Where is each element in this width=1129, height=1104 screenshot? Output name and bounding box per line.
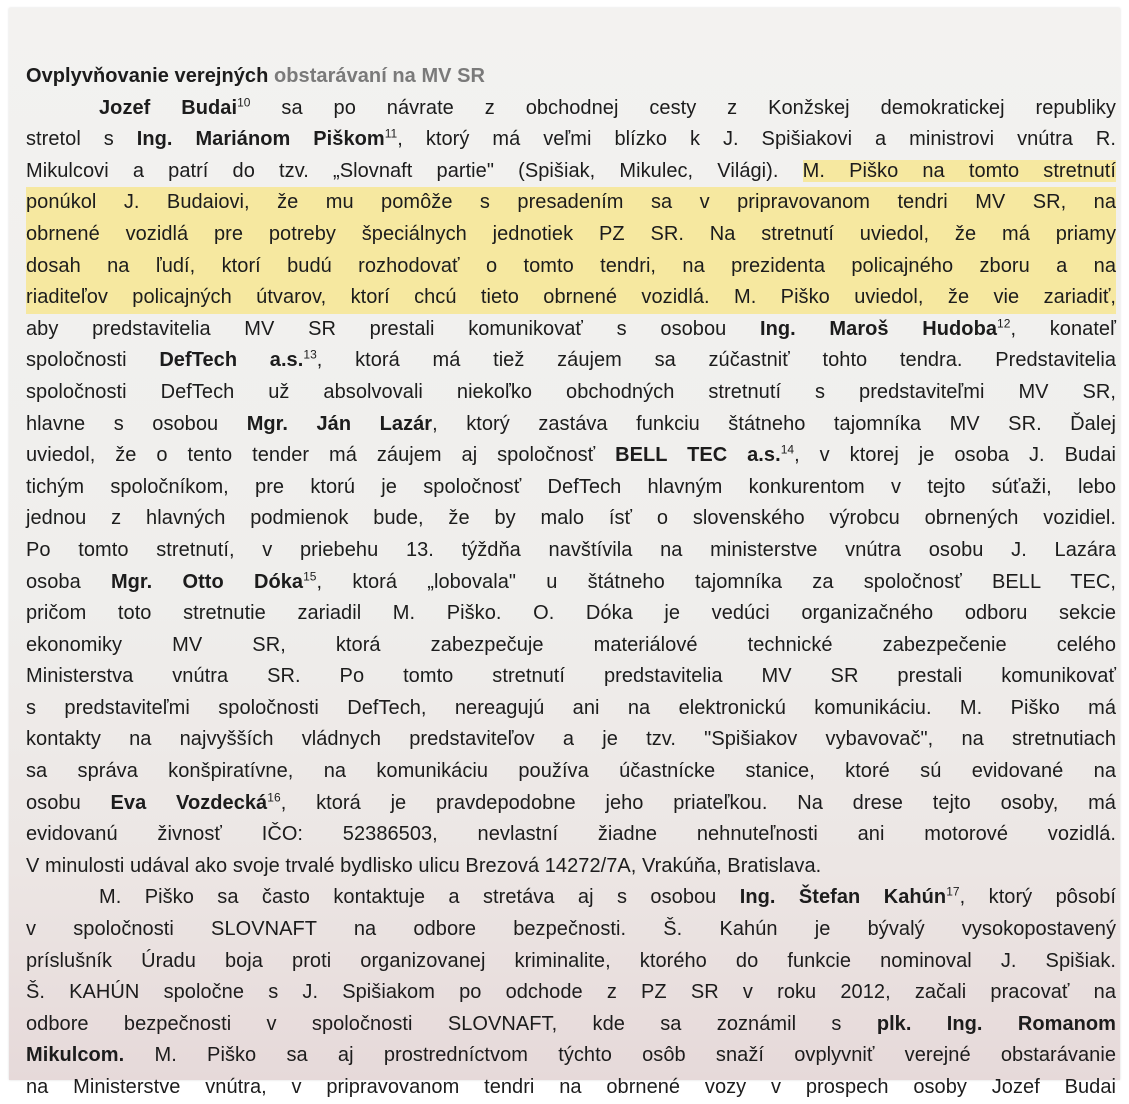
highlighted-text: ponúkol J. Budaiovi, že mu pomôže s presadením sa v pripravovanom tendri MV SR, na [26, 187, 1116, 219]
text-line: príslušník Úradu boja proti organizovanej kriminalite, ktorého do funkcie nominoval J. Spišiak. [26, 949, 1116, 972]
footnote-ref: 12 [997, 316, 1011, 331]
footnote-ref: 11 [384, 126, 398, 141]
highlighted-text: M. Piško na tomto stretnutí [802, 159, 1116, 182]
text-line: osobu Eva Vozdecká$^{16}$, ktorá je pravdepodobne jeho priateľkou. Na drese tejto osoby, má [26, 790, 1116, 814]
text-line: kontakty na najvyšších vládnych predstaviteľov a je tzv. "Spišiakov vybavovač", na stretnutiach [26, 728, 1116, 751]
text-line: Jozef Budai$^{10}$ sa po návrate z obchodnej cesty z Konžskej demokratickej republiky [99, 94, 1116, 119]
document-body [26, 61, 1116, 1104]
person-name: Mgr. Ján Lazár [246, 412, 433, 435]
person-name: Ing. Štefan Kahún [739, 886, 947, 909]
text-line: aby predstavitelia MV SR prestali komunikovať s osobou Ing. Maroš Hudoba$^{12}$, konateľ [26, 316, 1116, 340]
text-line: jednou z hlavných podmienok bude, že by malo ísť o slovenského výrobcu obrnených vozidiel. [26, 507, 1116, 530]
text-line: spoločnosti DefTech už absolvovali niekoľko obchodných stretnutí s predstaviteľmi MV SR, [26, 380, 1116, 403]
text-line: sa správa konšpiratívne, na komunikáciu používa účastnícke stanice, ktoré sú evidované na [26, 760, 1116, 783]
text-line: Po tomto stretnutí, v priebehu 13. týždňa navštívila na ministerstve vnútra osobu J. Lazára [26, 538, 1116, 561]
highlighted-text: riaditeľov policajných útvarov, ktorí chcú tieto obrnené vozidlá. M. Piško uviedol, že vie zariadiť, [26, 282, 1116, 314]
text-line: evidovanú živnosť IČO: 52386503, nevlastní žiadne nehnuteľnosti ani motorové vozidlá. [26, 823, 1116, 846]
footnote-ref: 14 [780, 442, 795, 457]
person-name: Mikulcom. [26, 1044, 125, 1067]
paragraph-1 [26, 93, 1116, 883]
text-line: Mikulcovi a patrí do tzv. „Slovnaft partie" (Spišiak, Mikulec, Világi). M. Piško na tomto stretnutí [26, 159, 1116, 182]
text-line: v spoločnosti SLOVNAFT na odbore bezpečnosti. Š. Kahún je bývalý vysokopostavený [26, 918, 1116, 941]
text-line: s predstaviteľmi spoločnosti DefTech, nereagujú ani na elektronickú komunikáciu. M. Piško má [26, 696, 1116, 719]
text-line: pričom toto stretnutie zariadil M. Piško. O. Dóka je vedúci organizačného odboru sekcie [26, 602, 1116, 625]
text-line: odbore bezpečnosti v spoločnosti SLOVNAFT, kde sa zoznámil s plk. Ing. Romanom [26, 1012, 1116, 1035]
text-line: stretol s Ing. Mariánom Piškom$^{11}$, ktorý má veľmi blízko k J. Spišiakovi a ministrovi vnútra R. [26, 126, 1117, 151]
footnote-ref: 13 [303, 347, 317, 362]
document-heading: Ovplyvňovanie verejných obstarávaní na MV SR [26, 65, 486, 87]
highlighted-text: dosah na ľudí, ktorí budú rozhodovať o tomto tendri, na prezidenta policajného zboru a na [26, 251, 1116, 283]
highlighted-text: obrnené vozidlá pre potreby špeciálnych jednotiek PZ SR. Na stretnutí uviedol, že má priamy [26, 219, 1116, 251]
text-line: spoločnosti DefTech a.s.$^{13}$, ktorá má tiež záujem sa zúčastniť tohto tendra. Predstavitelia [26, 347, 1116, 372]
person-name: Ing. Maroš Hudoba [760, 317, 998, 340]
company-name: BELL TEC a.s. [615, 444, 781, 467]
person-name: Mgr. Otto Dóka [110, 570, 304, 593]
footnote-ref: 10 [237, 94, 251, 109]
footnote-ref: 17 [946, 884, 960, 899]
text-line: ekonomiky MV SR, ktorá zabezpečuje materiálové technické zabezpečenie celého [26, 633, 1116, 656]
document-page [9, 8, 1120, 1098]
text-line: na Ministerstve vnútra, v pripravovanom tendri na obrnené vozy v prospech osoby Jozef Budai [26, 1076, 1116, 1098]
text-line: tichým spoločníkom, pre ktorú je spoločnosť DefTech hlavným konkurentom v tejto súťaži, lebo [26, 475, 1116, 498]
text-line: hlavne s osobou Mgr. Ján Lazár, ktorý zastáva funkciu štátneho tajomníka MV SR. Ďalej [26, 412, 1116, 435]
footnote-ref: 15 [303, 568, 317, 583]
text-line: M. Piško sa často kontaktuje a stretáva aj s osobou Ing. Štefan Kahún$^{17}$, ktorý pôsobí [99, 884, 1116, 909]
text-line: osoba Mgr. Otto Dóka$^{15}$, ktorá „lobovala" u štátneho tajomníka za spoločnosť BELL TEC, [26, 568, 1116, 593]
text-line: uviedol, že o tento tender má záujem aj spoločnosť BELL TEC a.s.$^{14}$, v ktorej je osoba J. Budai [26, 442, 1116, 467]
person-name: plk. Ing. Romanom [876, 1012, 1116, 1035]
text-line: Ministerstva vnútra SR. Po tomto stretnutí predstavitelia MV SR prestali komunikovať [26, 665, 1116, 688]
text-line: Mikulcom. M. Piško sa aj prostredníctvom týchto osôb snaží ovplyvniť verejné obstarávanie [26, 1044, 1116, 1067]
company-name: DefTech a.s. [159, 349, 304, 372]
person-name: Eva Vozdecká [110, 791, 268, 814]
paragraph-2 [26, 882, 1116, 1103]
text-line: V minulosti udával ako svoje trvalé bydlisko ulicu Brezová 14272/7A, Vrakúňa, Bratislava. [26, 854, 822, 877]
footnote-ref: 16 [267, 790, 281, 804]
person-name: Ing. Mariánom Piškom [136, 128, 385, 151]
heading-faded-part: obstarávaní na MV SR [273, 65, 486, 87]
person-name: Jozef Budai [99, 96, 238, 119]
text-line: Š. KAHÚN spoločne s J. Spišiakom po odchode z PZ SR v roku 2012, začali pracovať na [26, 981, 1116, 1004]
